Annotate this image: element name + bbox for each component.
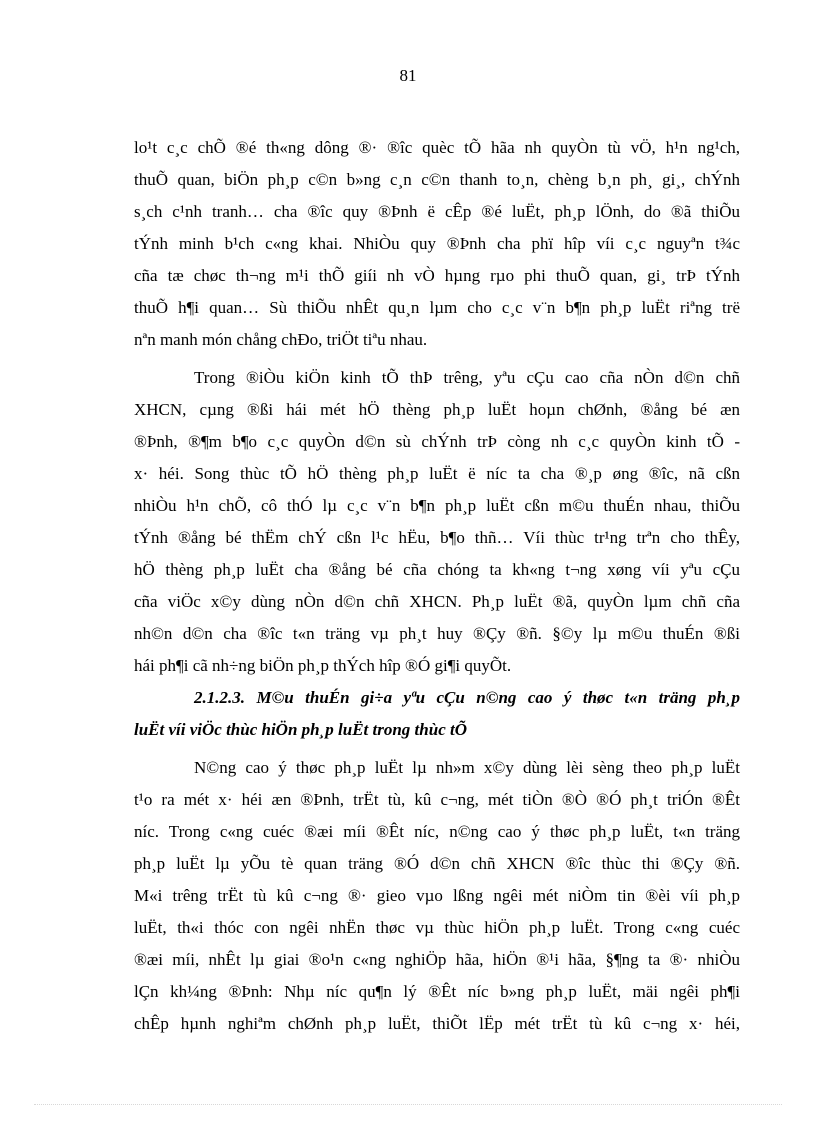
text-line: lo¹t c¸c chÕ ®é th«ng dông ®· ®îc quèc tÕ hãa nh quyÒn tù vÖ, h¹n ng¹ch, — [134, 138, 740, 157]
text-line: tÝnh ®ång bé thËm chÝ cßn l¹c hËu, b¶o thñ… Víi thùc tr¹ng trªn cho thÊy, — [134, 528, 740, 547]
text-line: nh©n d©n cha ®îc t«n träng vµ ph¸t huy ®Çy ®ñ. §©y lµ m©u thuÉn ®ßi — [134, 624, 740, 643]
text-line: s¸ch c¹nh tranh… cha ®îc quy ®Þnh ë cÊp ®é luËt, ph¸p lÖnh, do ®ã thiÕu — [134, 202, 740, 221]
text-line: hÖ thèng ph¸p luËt cha ®ång bé cña chóng ta kh«ng t¬ng xøng víi yªu cÇu — [134, 560, 740, 579]
paragraph — [134, 138, 740, 362]
text-line: Trong ®iÒu kiÖn kinh tÕ thÞ trêng, yªu cÇu cao cña nÒn d©n chñ — [194, 368, 740, 387]
text-line: lÇn kh¼ng ®Þnh: Nhµ níc qu¶n lý ®Êt níc b»ng ph¸p luËt, mäi ngêi ph¶i — [134, 982, 740, 1001]
section-heading — [134, 688, 740, 752]
text-line: t¹o ra mét x· héi æn ®Þnh, trËt tù, kû c¬ng, mét tiÒn ®Ò ®Ó ph¸t triÓn ®Êt — [134, 790, 740, 809]
page-body — [134, 138, 740, 1046]
heading-line: 2.1.2.3. M©u thuÉn gi÷a yªu cÇu n©ng cao ý thøc t«n träng ph¸p — [194, 688, 740, 707]
text-line: N©ng cao ý thøc ph¸p luËt lµ nh»m x©y dùng lèi sèng theo ph¸p luËt — [194, 758, 740, 777]
text-line: ph¸p luËt lµ yÕu tè quan träng ®Ó d©n chñ XHCN ®îc thùc thi ®Çy ®ñ. — [134, 854, 740, 873]
text-line: x· héi. Song thùc tÕ hÖ thèng ph¸p luËt ë níc ta cha ®¸p øng ®îc, nã cßn — [134, 464, 740, 483]
text-line: nªn manh món chång chÐo, triÖt tiªu nhau. — [134, 330, 428, 349]
paragraph — [134, 368, 740, 688]
bottom-divider — [34, 1104, 782, 1105]
heading-line: luËt víi viÖc thùc hiÖn ph¸p luËt trong thùc tÕ — [134, 720, 467, 739]
text-line: hái ph¶i cã nh÷ng biÖn ph¸p thÝch hîp ®Ó gi¶i quyÕt. — [134, 656, 512, 675]
text-line: ®Þnh, ®¶m b¶o c¸c quyÒn d©n sù chÝnh trÞ còng nh c¸c quyÒn kinh tÕ - — [134, 432, 740, 451]
text-line: luËt, th«i thóc con ngêi nhËn thøc vµ thùc hiÖn ph¸p luËt. Trong c«ng cuéc — [134, 918, 740, 937]
text-line: XHCN, cµng ®ßi hái mét hÖ thèng ph¸p luËt hoµn chØnh, ®ång bé æn — [134, 400, 740, 419]
text-line: thuÕ quan, biÖn ph¸p c©n b»ng c¸n c©n thanh to¸n, chèng b¸n ph¸ gi¸, chÝnh — [134, 170, 740, 189]
text-line: M«i trêng trËt tù kû c¬ng ®· gieo vµo lßng ngêi mét niÒm tin ®èi víi ph¸p — [134, 886, 740, 905]
text-line: nhiÒu h¹n chÕ, cô thÓ lµ c¸c v¨n b¶n ph¸p luËt cßn m©u thuÉn nhau, thiÕu — [134, 496, 740, 515]
page-number: 81 — [399, 66, 417, 85]
text-line: cña tæ chøc th¬ng m¹i thÕ giíi nh vÒ hµng rµo phi thuÕ quan, gi¸ trÞ tÝnh — [134, 266, 740, 285]
text-line: níc. Trong c«ng cuéc ®æi míi ®Êt níc, n©ng cao ý thøc ph¸p luËt, t«n träng — [134, 822, 740, 841]
text-line: thuÕ h¶i quan… Sù thiÕu nhÊt qu¸n lµm cho c¸c v¨n b¶n ph¸p luËt riªng trë — [134, 298, 740, 317]
text-line: ®æi míi, nhÊt lµ giai ®o¹n c«ng nghiÖp hãa, hiÖn ®¹i hãa, §¶ng ta ®· nhiÒu — [134, 950, 740, 969]
text-line: cña viÖc x©y dùng nÒn d©n chñ XHCN. Ph¸p luËt ®ã, quyÒn lµm chñ cña — [134, 592, 740, 611]
paragraph — [134, 758, 740, 1046]
text-line: tÝnh minh b¹ch c«ng khai. NhiÒu quy ®Þnh cha phï hîp víi c¸c nguyªn t¾c — [134, 234, 740, 253]
text-line: chÊp hµnh nghiªm chØnh ph¸p luËt, thiÕt lËp mét trËt tù kû c¬ng x· héi, — [134, 1014, 740, 1033]
